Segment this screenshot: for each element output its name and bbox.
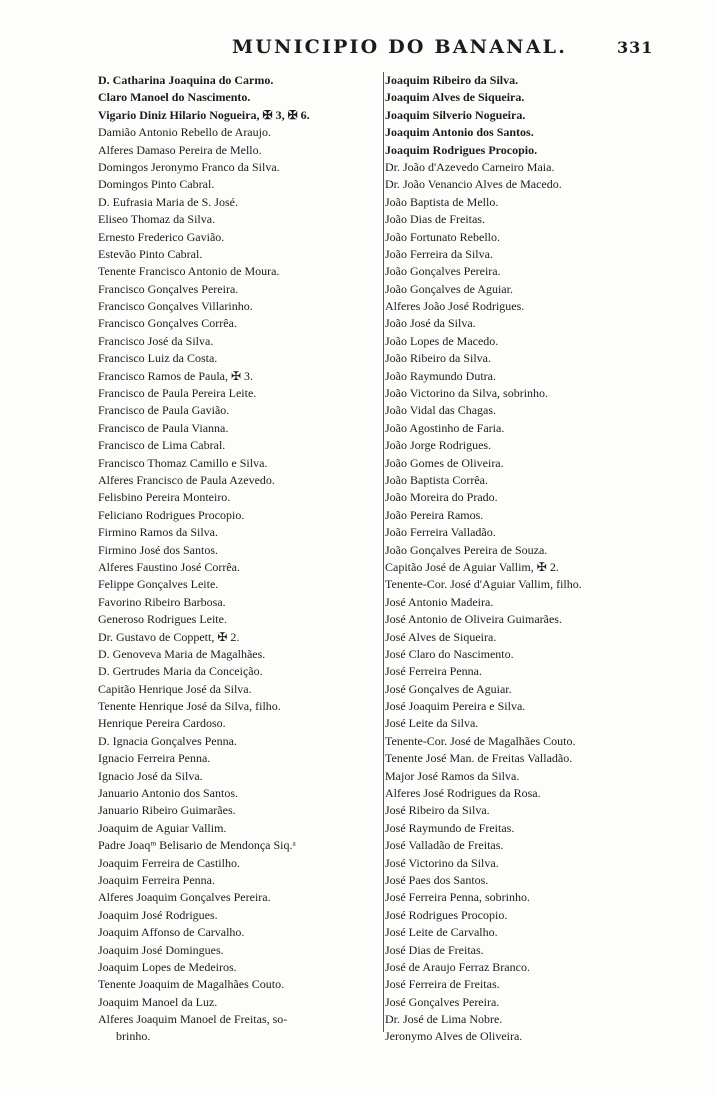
entry-text: Tenente José Man. de Freitas Valladão. xyxy=(385,751,573,766)
page-header xyxy=(0,36,715,62)
name-entry xyxy=(385,435,685,452)
entry-text: João Victorino da Silva, sobrinho. xyxy=(385,386,549,401)
name-entry xyxy=(385,557,685,574)
name-entry xyxy=(385,713,685,730)
name-entry xyxy=(98,87,384,104)
entry-text: José Gonçalves de Aguiar. xyxy=(385,681,512,696)
name-entry xyxy=(98,574,384,591)
entry-text: José Antonio Madeira. xyxy=(385,594,494,609)
entry-text: João Pereira Ramos. xyxy=(385,507,484,522)
name-entry xyxy=(98,261,384,278)
name-entry xyxy=(98,470,384,487)
entry-text: Ernesto Frederico Gavião. xyxy=(98,229,225,244)
name-entry xyxy=(98,331,384,348)
entry-text: João Ribeiro da Silva. xyxy=(385,351,491,366)
entry-text: José Leite da Silva. xyxy=(385,716,479,731)
entry-text: José Ribeiro da Silva. xyxy=(385,803,490,818)
entry-text: João Baptista de Mello. xyxy=(385,194,499,209)
entry-text: Ignacio Ferreira Penna. xyxy=(98,751,211,766)
entry-text: Dr. José de Lima Nobre. xyxy=(385,1012,503,1027)
entry-text: José Victorino da Silva. xyxy=(385,855,499,870)
entry-text: Joaquim Silverio Nogueira. xyxy=(385,107,526,122)
name-entry xyxy=(385,992,685,1009)
entry-text: Joaquim Ferreira Penna. xyxy=(98,872,215,887)
entry-text: José Antonio de Oliveira Guimarães. xyxy=(385,612,562,627)
right-column xyxy=(385,70,685,1044)
entry-text: Joaquim Lopes de Medeiros. xyxy=(98,959,237,974)
name-entry xyxy=(385,574,685,591)
entry-text: João José da Silva. xyxy=(385,316,476,331)
name-entry xyxy=(98,279,384,296)
entry-text: Francisco Gonçalves Villarinho. xyxy=(98,299,253,314)
name-entry xyxy=(385,940,685,957)
entry-text: Alferes Joaquim Manoel de Freitas, so- xyxy=(98,1012,288,1027)
name-entry xyxy=(98,992,384,1009)
entry-text: Felippe Gonçalves Leite. xyxy=(98,577,219,592)
entry-text: Januario Antonio dos Santos. xyxy=(98,786,238,801)
name-entry xyxy=(385,313,685,330)
name-entry xyxy=(385,105,685,122)
name-entry xyxy=(385,192,685,209)
name-entry xyxy=(385,870,685,887)
name-entry xyxy=(98,644,384,661)
name-entry xyxy=(98,1026,384,1043)
entry-text: José Leite de Carvalho. xyxy=(385,925,498,940)
entry-text: Firmino Ramos da Silva. xyxy=(98,525,218,540)
name-entry xyxy=(385,400,685,417)
name-entry xyxy=(98,348,384,365)
name-entry xyxy=(98,731,384,748)
name-entry xyxy=(98,453,384,470)
entry-text: Francisco de Paula Vianna. xyxy=(98,420,229,435)
name-entry xyxy=(385,157,685,174)
entry-text: Henrique Pereira Cardoso. xyxy=(98,716,226,731)
name-entry xyxy=(385,174,685,191)
name-entry xyxy=(98,105,384,122)
name-entry xyxy=(385,487,685,504)
entry-text: Capitão José de Aguiar Vallim, ✠ 2. xyxy=(385,559,559,574)
entry-text: João Agostinho de Faria. xyxy=(385,420,505,435)
entry-text: Feliciano Rodrigues Procopio. xyxy=(98,507,245,522)
entry-text: Tenente Joaquim de Magalhães Couto. xyxy=(98,977,285,992)
entry-text: Ignacio José da Silva. xyxy=(98,768,203,783)
name-entry xyxy=(98,140,384,157)
name-entry xyxy=(385,209,685,226)
name-entry xyxy=(98,522,384,539)
entry-text: Tenente Henrique José da Silva, filho. xyxy=(98,699,281,714)
name-entry xyxy=(385,522,685,539)
name-entry xyxy=(385,644,685,661)
name-entry xyxy=(98,679,384,696)
entry-text: João Ferreira da Silva. xyxy=(385,246,493,261)
name-entry xyxy=(98,800,384,817)
entry-text: Firmino José dos Santos. xyxy=(98,542,219,557)
name-entry xyxy=(98,940,384,957)
name-entry xyxy=(385,244,685,261)
entry-text: José Ferreira de Freitas. xyxy=(385,977,500,992)
entry-text: João Gomes de Oliveira. xyxy=(385,455,504,470)
name-entry xyxy=(98,244,384,261)
entry-text: Joaquim Alves de Siqueira. xyxy=(385,90,525,105)
name-entry xyxy=(98,435,384,452)
name-entry xyxy=(385,122,685,139)
entry-text: José Ferreira Penna, sobrinho. xyxy=(385,890,530,905)
name-entry xyxy=(98,557,384,574)
name-entry xyxy=(385,366,685,383)
entry-text: João Dias de Freitas. xyxy=(385,212,485,227)
name-entry xyxy=(385,661,685,678)
entry-text: Damião Antonio Rebello de Araujo. xyxy=(98,125,271,140)
name-entry xyxy=(98,870,384,887)
entry-text: Joaquim de Aguiar Vallim. xyxy=(98,820,227,835)
entry-text: João Gonçalves Pereira de Souza. xyxy=(385,542,548,557)
entry-text: Jeronymo Alves de Oliveira. xyxy=(385,1029,523,1044)
entry-text: Alferes Damaso Pereira de Mello. xyxy=(98,142,262,157)
name-entry xyxy=(385,627,685,644)
entry-text: Joaquim Rodrigues Procopio. xyxy=(385,142,538,157)
name-entry xyxy=(385,1026,685,1043)
entry-text: Francisco de Paula Pereira Leite. xyxy=(98,386,257,401)
entry-text: Joaquim Manoel da Luz. xyxy=(98,994,218,1009)
name-entry xyxy=(98,400,384,417)
name-entry xyxy=(98,748,384,765)
name-entry xyxy=(98,627,384,644)
entry-text: Alferes José Rodrigues da Rosa. xyxy=(385,786,541,801)
entry-text: Felisbino Pereira Monteiro. xyxy=(98,490,231,505)
entry-text: Tenente-Cor. José de Magalhães Couto. xyxy=(385,733,576,748)
entry-text: Dr. Gustavo de Coppett, ✠ 2. xyxy=(98,629,240,644)
name-entry xyxy=(385,957,685,974)
entry-text: Tenente-Cor. José d'Aguiar Vallim, filho. xyxy=(385,577,582,592)
entry-text: José Ferreira Penna. xyxy=(385,664,482,679)
entry-text: José Raymundo de Freitas. xyxy=(385,820,515,835)
entry-text: Januario Ribeiro Guimarães. xyxy=(98,803,236,818)
name-entry xyxy=(385,470,685,487)
entry-text: Francisco de Paula Gavião. xyxy=(98,403,230,418)
name-entry xyxy=(98,766,384,783)
entry-text: José Paes dos Santos. xyxy=(385,872,489,887)
name-entry xyxy=(385,818,685,835)
entry-text: Padre Joaqᵐ Belisario de Mendonça Siq.ᵃ xyxy=(98,838,296,853)
name-entry xyxy=(98,609,384,626)
name-entry xyxy=(385,974,685,991)
name-entry xyxy=(98,227,384,244)
entry-text: Alferes Faustino José Corrêa. xyxy=(98,559,240,574)
entry-text: José Dias de Freitas. xyxy=(385,942,484,957)
entry-text: Joaquim José Domingues. xyxy=(98,942,224,957)
name-entry xyxy=(385,783,685,800)
name-entry xyxy=(98,209,384,226)
entry-text: José Joaquim Pereira e Silva. xyxy=(385,699,526,714)
entry-text: D. Genoveva Maria de Magalhães. xyxy=(98,646,266,661)
entry-text: Alferes João José Rodrigues. xyxy=(385,299,525,314)
name-entry xyxy=(385,592,685,609)
left-column xyxy=(98,70,384,1044)
name-entry xyxy=(385,696,685,713)
name-entry xyxy=(385,766,685,783)
name-entry xyxy=(98,1009,384,1026)
name-entry xyxy=(98,505,384,522)
entry-text: D. Gertrudes Maria da Conceição. xyxy=(98,664,263,679)
entry-text: Francisco de Lima Cabral. xyxy=(98,438,226,453)
entry-text: José Claro do Nascimento. xyxy=(385,646,514,661)
name-entry xyxy=(385,296,685,313)
name-entry xyxy=(385,887,685,904)
entry-text: José Valladão de Freitas. xyxy=(385,838,504,853)
entry-text: Joaquim Antonio dos Santos. xyxy=(385,125,534,140)
name-entry xyxy=(98,157,384,174)
name-entry xyxy=(98,783,384,800)
name-entry xyxy=(98,957,384,974)
name-entry xyxy=(98,192,384,209)
entry-text: Francisco Thomaz Camillo e Silva. xyxy=(98,455,268,470)
name-entry xyxy=(385,70,685,87)
entry-text: Domingos Pinto Cabral. xyxy=(98,177,215,192)
page-title: MUNICIPIO DO BANANAL. xyxy=(232,36,568,58)
name-entry xyxy=(385,731,685,748)
name-entry xyxy=(98,383,384,400)
name-entry xyxy=(98,818,384,835)
name-entry xyxy=(385,835,685,852)
entry-text: João Jorge Rodrigues. xyxy=(385,438,492,453)
entry-text: Domingos Jeronymo Franco da Silva. xyxy=(98,159,280,174)
entry-text: Favorino Ribeiro Barbosa. xyxy=(98,594,226,609)
entry-text: brinho. xyxy=(116,1029,151,1044)
name-entry xyxy=(98,713,384,730)
name-entry xyxy=(98,418,384,435)
name-entry xyxy=(98,313,384,330)
entry-text: João Lopes de Macedo. xyxy=(385,333,499,348)
entry-text: Alferes Joaquim Gonçalves Pereira. xyxy=(98,890,271,905)
name-entry xyxy=(385,540,685,557)
entry-text: Francisco Luiz da Costa. xyxy=(98,351,218,366)
entry-text: Francisco Gonçalves Pereira. xyxy=(98,281,239,296)
name-entry xyxy=(98,122,384,139)
entry-text: Capitão Henrique José da Silva. xyxy=(98,681,252,696)
entry-text: Joaquim Ferreira de Castilho. xyxy=(98,855,240,870)
name-entry xyxy=(385,87,685,104)
name-entry xyxy=(385,383,685,400)
name-entry xyxy=(385,748,685,765)
name-entry xyxy=(98,296,384,313)
entry-text: Joaquim Ribeiro da Silva. xyxy=(385,73,519,87)
entry-text: João Vidal das Chagas. xyxy=(385,403,497,418)
name-entry xyxy=(385,348,685,365)
entry-text: Major José Ramos da Silva. xyxy=(385,768,520,783)
entry-text: João Gonçalves Pereira. xyxy=(385,264,501,279)
name-entry xyxy=(385,418,685,435)
name-entry xyxy=(98,174,384,191)
name-entry xyxy=(98,887,384,904)
name-entry xyxy=(98,922,384,939)
entry-text: Francisco Ramos de Paula, ✠ 3. xyxy=(98,368,254,383)
name-entry xyxy=(385,279,685,296)
name-entry xyxy=(385,227,685,244)
name-entry xyxy=(385,453,685,470)
name-entry xyxy=(385,1009,685,1026)
name-entry xyxy=(98,366,384,383)
entry-text: José Gonçalves Pereira. xyxy=(385,994,500,1009)
entry-text: Francisco Gonçalves Corrêa. xyxy=(98,316,237,331)
entry-text: João Ferreira Valladão. xyxy=(385,525,496,540)
name-entry xyxy=(98,974,384,991)
name-entry xyxy=(98,592,384,609)
entry-text: Alferes Francisco de Paula Azevedo. xyxy=(98,472,275,487)
name-entry xyxy=(385,331,685,348)
entry-text: Dr. João Venancio Alves de Macedo. xyxy=(385,177,562,192)
entry-text: Francisco José da Silva. xyxy=(98,333,214,348)
entry-text: João Baptista Corrêa. xyxy=(385,472,488,487)
entry-text: João Fortunato Rebello. xyxy=(385,229,500,244)
entry-text: João Moreira do Prado. xyxy=(385,490,498,505)
name-entry xyxy=(385,905,685,922)
entry-text: João Raymundo Dutra. xyxy=(385,368,496,383)
entry-text: Vigario Diniz Hilario Nogueira, ✠ 3, ✠ 6. xyxy=(98,107,310,122)
name-entry xyxy=(385,140,685,157)
entry-text: José Alves de Siqueira. xyxy=(385,629,497,644)
name-entry xyxy=(385,609,685,626)
entry-text: José de Araujo Ferraz Branco. xyxy=(385,959,530,974)
name-entry xyxy=(98,696,384,713)
entry-text: D. Catharina Joaquina do Carmo. xyxy=(98,73,274,87)
name-entry xyxy=(385,505,685,522)
name-entry xyxy=(98,661,384,678)
entry-text: Generoso Rodrigues Leite. xyxy=(98,612,227,627)
entry-text: Joaquim Affonso de Carvalho. xyxy=(98,925,245,940)
name-entry xyxy=(98,853,384,870)
entry-text: Eliseo Thomaz da Silva. xyxy=(98,212,216,227)
name-entry xyxy=(98,905,384,922)
name-entry xyxy=(385,922,685,939)
entry-text: Estevão Pinto Cabral. xyxy=(98,246,203,261)
name-entry xyxy=(385,679,685,696)
name-entry xyxy=(98,70,384,87)
entry-text: João Gonçalves de Aguiar. xyxy=(385,281,513,296)
name-entry xyxy=(98,487,384,504)
entry-text: Joaquim José Rodrigues. xyxy=(98,907,218,922)
name-entry xyxy=(385,261,685,278)
entry-text: D. Eufrasia Maria de S. José. xyxy=(98,194,238,209)
entry-text: Tenente Francisco Antonio de Moura. xyxy=(98,264,280,279)
page-number: 331 xyxy=(617,38,654,57)
entry-text: D. Ignacia Gonçalves Penna. xyxy=(98,733,237,748)
name-entry xyxy=(385,853,685,870)
entry-text: José Rodrigues Procopio. xyxy=(385,907,508,922)
name-entry xyxy=(385,800,685,817)
name-entry xyxy=(98,540,384,557)
entry-text: Claro Manoel do Nascimento. xyxy=(98,90,251,105)
name-entry xyxy=(98,835,384,852)
entry-text: Dr. João d'Azevedo Carneiro Maia. xyxy=(385,159,555,174)
